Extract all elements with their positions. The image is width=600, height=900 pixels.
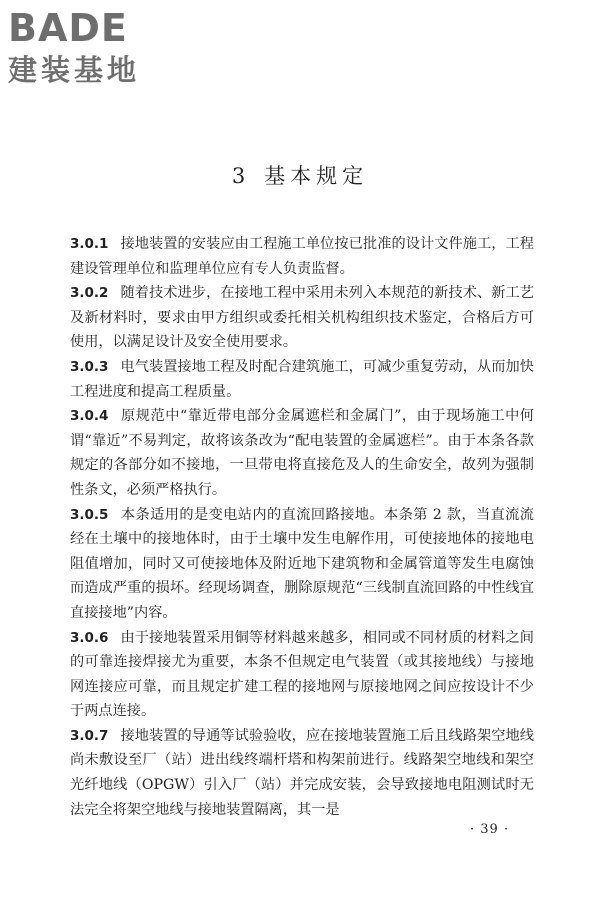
logo [8,8,178,88]
clause-3-0-2 [70,281,534,355]
chapter-heading [0,160,600,190]
clause-3-0-4 [70,404,534,502]
clause-3-0-3 [70,355,534,404]
clause-3-0-1 [70,232,534,281]
clause-3-0-7 [70,724,534,822]
clause-text: 原规范中“靠近带电部分金属遮栏和金属门”，由于现场施工中何谓“靠近”不易判定，故将该条改为“配电装置的金属遮栏”。由于本条各款规定的各部分如不接地，一旦带电将直接危及人的生命安全，故列为强制性条文，必须严格执行。 [70,408,534,498]
clause-text: 接地装置的安装应由工程施工单位按已批准的设计文件施工，工程建设管理单位和监理单位应有专人负责监督。 [70,236,534,277]
clause-number: 3.0.4 [70,408,109,425]
clause-text: 接地装置的导通等试验验收，应在接地装置施工后且线路架空地线尚未敷设至厂（站）进出线终端杆塔和构架前进行。线路架空地线和架空光纤地线（OPGW）引入厂（站）并完成安装，会导致接地电阻测试时无法完全将架空地线与接地装置隔离，其一是 [70,727,534,818]
clause-text: 本条适用的是变电站内的直流回路接地。本条第 2 款，当直流流经在土壤中的接地体时，由于土壤中发生电解作用，可使接地体的接地电阻值增加，同时又可使接地体及附近地下建筑物和金属管道等发生电腐蚀而造成严重的损坏。经现场调查，删除原规范“三线制直流回路的中性线宜直接接地”内容。 [70,506,534,621]
clause-number: 3.0.6 [70,629,109,646]
clause-number: 3.0.2 [70,285,109,302]
clause-number: 3.0.7 [70,727,109,744]
clause-text: 随着技术进步，在接地工程中采用未列入本规范的新技术、新工艺及新材料时，要求由甲方组织或委托相关机构组织技术鉴定，合格后方可使用，以满足设计及安全使用要求。 [70,285,534,351]
page-number: · 39 · [470,822,510,837]
clause-text: 由于接地装置采用铜等材料越来越多，相同或不同材质的材料之间的可靠连接焊接尤为重要，本条不但规定电气装置（或其接地线）与接地网连接应可靠，而且规定扩建工程的接地网与原接地网之间应按设计不少于两点连接。 [70,629,534,720]
logo-wordmark: BADE [8,6,128,50]
clause-3-0-5 [70,503,534,626]
clause-number: 3.0.5 [70,506,109,523]
clause-text: 电气装置接地工程及时配合建筑施工，可减少重复劳动，从而加快工程进度和提高工程质量。 [70,358,534,400]
document-body [70,232,534,822]
clause-3-0-6 [70,626,534,724]
clause-number: 3.0.3 [70,358,109,375]
chapter-title: 基本规定 [264,164,369,188]
chapter-number: 3 [231,164,251,188]
clause-number: 3.0.1 [70,236,109,252]
logo-chinese-text: 建装基地 [8,53,141,87]
